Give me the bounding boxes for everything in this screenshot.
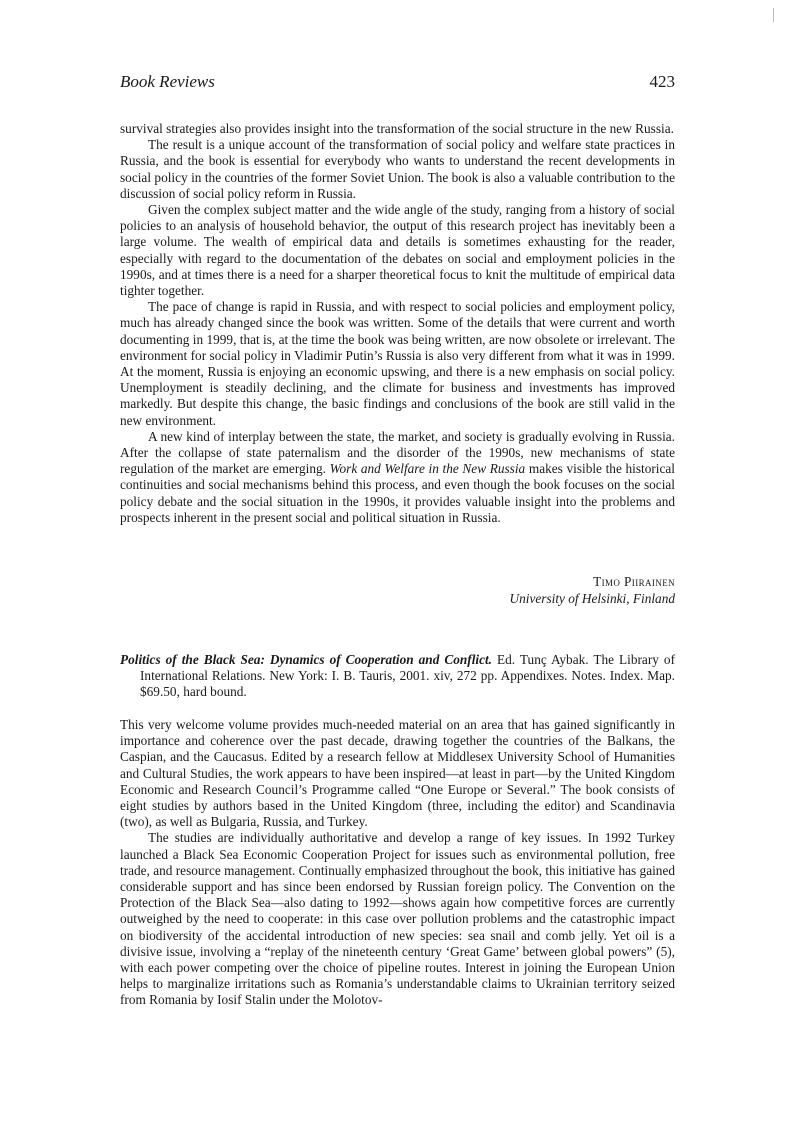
citation-title: Politics of the Black Sea: Dynamics of Cooperation and Conflict.	[120, 652, 493, 667]
review-1-paragraph-4: The pace of change is rapid in Russia, and with respect to social policies and employment policy, much has already changed since the book was written. Some of the details that were current and worth documenting in 1999, that is, at the time the book was being written, are now obsolete or irrelevant. The environment for social policy in Vladimir Putin’s Russia is also very different from what it was in 1999. At the moment, Russia is enjoying an economic upswing, and there is a new emphasis on social policy. Unemployment is steadily declining, and the climate for business and investments has improved markedly. But despite this change, the basic findings and conclusions of the book are still valid in the new environment.	[120, 299, 675, 428]
book-citation	[120, 652, 675, 701]
review-1-paragraph-3: Given the complex subject matter and the wide angle of the study, ranging from a history of social policies to an analysis of household behavior, the output of this research project has inevitably been a large volume. The wealth of empirical data and details is sometimes exhausting for the reader, especially with regard to the documentation of the debates on social and employment policies in the 1990s, and at times there is a need for a sharper theoretical focus to knit the multitude of empirical data tighter together.	[120, 202, 675, 299]
citation-details: Ed. Tunç Aybak. The Library of International Relations. New York: I. B. Tauris, 2001. xiv, 272 pp. Appendixes. Notes. Index. Map. $69.50, hard bound.	[140, 652, 676, 700]
reviewer-affiliation: University of Helsinki, Finland	[509, 591, 675, 606]
reviewer-name: Timo Piirainen	[593, 574, 675, 589]
review-2-paragraph-1: This very welcome volume provides much-needed material on an area that has gained significantly in importance and coherence over the past decade, drawing together the countries of the Balkans, the Caspian, and the Caucasus. Edited by a research fellow at Middlesex University School of Humanities and Cultural Studies, the work appears to have been inspired—at least in part—by the United Kingdom Economic and Research Council’s Programme called “One Europe or Several.” The book consists of eight studies by authors based in the United Kingdom (three, including the editor) and Scandinavia (two), as well as Bulgaria, Russia, and Turkey.	[120, 717, 675, 830]
page-number: 423	[649, 72, 675, 91]
running-title: Book Reviews	[120, 72, 215, 91]
review-1-paragraph-1: survival strategies also provides insight into the transformation of the social structure in the new Russia.	[120, 121, 674, 136]
page-header	[120, 72, 675, 96]
review-2-paragraph-2: The studies are individually authoritative and develop a range of key issues. In 1992 Turkey launched a Black Sea Economic Cooperation Project for issues such as environmental pollution, free trade, and resource management. Continually emphasized throughout the book, this initiative has gained considerable support and has since been endorsed by Russian foreign policy. The Convention on the Protection of the Black Sea—also dating to 1992—shows again how competitive forces are currently outweighed by the need to cooperate: in this case over pollution problems and the catastrophic impact on biodiversity of the accidental introduction of new species: sea snail and comb jelly. Yet oil is a divisive issue, involving a “replay of the nineteenth century ‘Great Game’ between global powers” (5), with each power competing over the choice of pipeline routes. Interest in joining the European Union helps to marginalize irritations such as Romania’s understandable claims to Ukrainian territory seized from Romania by Iosif Stalin under the Molotov-	[120, 830, 675, 1008]
reviewed-book-title: Work and Welfare in the New Russia	[329, 461, 526, 477]
review-2-body	[120, 717, 675, 1009]
review-1-paragraph-2: The result is a unique account of the transformation of social policy and welfare state practices in Russia, and the book is essential for everybody who wants to understand the recent developments in social policy in the countries of the former Soviet Union. The book is also a valuable contribution to the discussion of social policy reform in Russia.	[120, 137, 675, 201]
reviewer-signature	[120, 573, 675, 607]
review-1-paragraph-5	[120, 429, 675, 526]
scan-edge-mark	[773, 8, 774, 22]
review-1-body	[120, 121, 675, 526]
paragraph-5-text-before: A new kind of interplay between the state, the market, and society is gradually evolving in Russia. After the collapse of state paternalism and the disorder of the 1990s, new mechanisms of state regulation of the market are emerging.	[120, 428, 675, 477]
paragraph-5-text-after: makes visible the historical continuities and social mechanisms behind this process, and even though the book focuses on the social policy debate and the social situation in the 1990s, it provides valuable insight into the problems and prospects inherent in the present social and political situation in Russia.	[120, 461, 675, 525]
